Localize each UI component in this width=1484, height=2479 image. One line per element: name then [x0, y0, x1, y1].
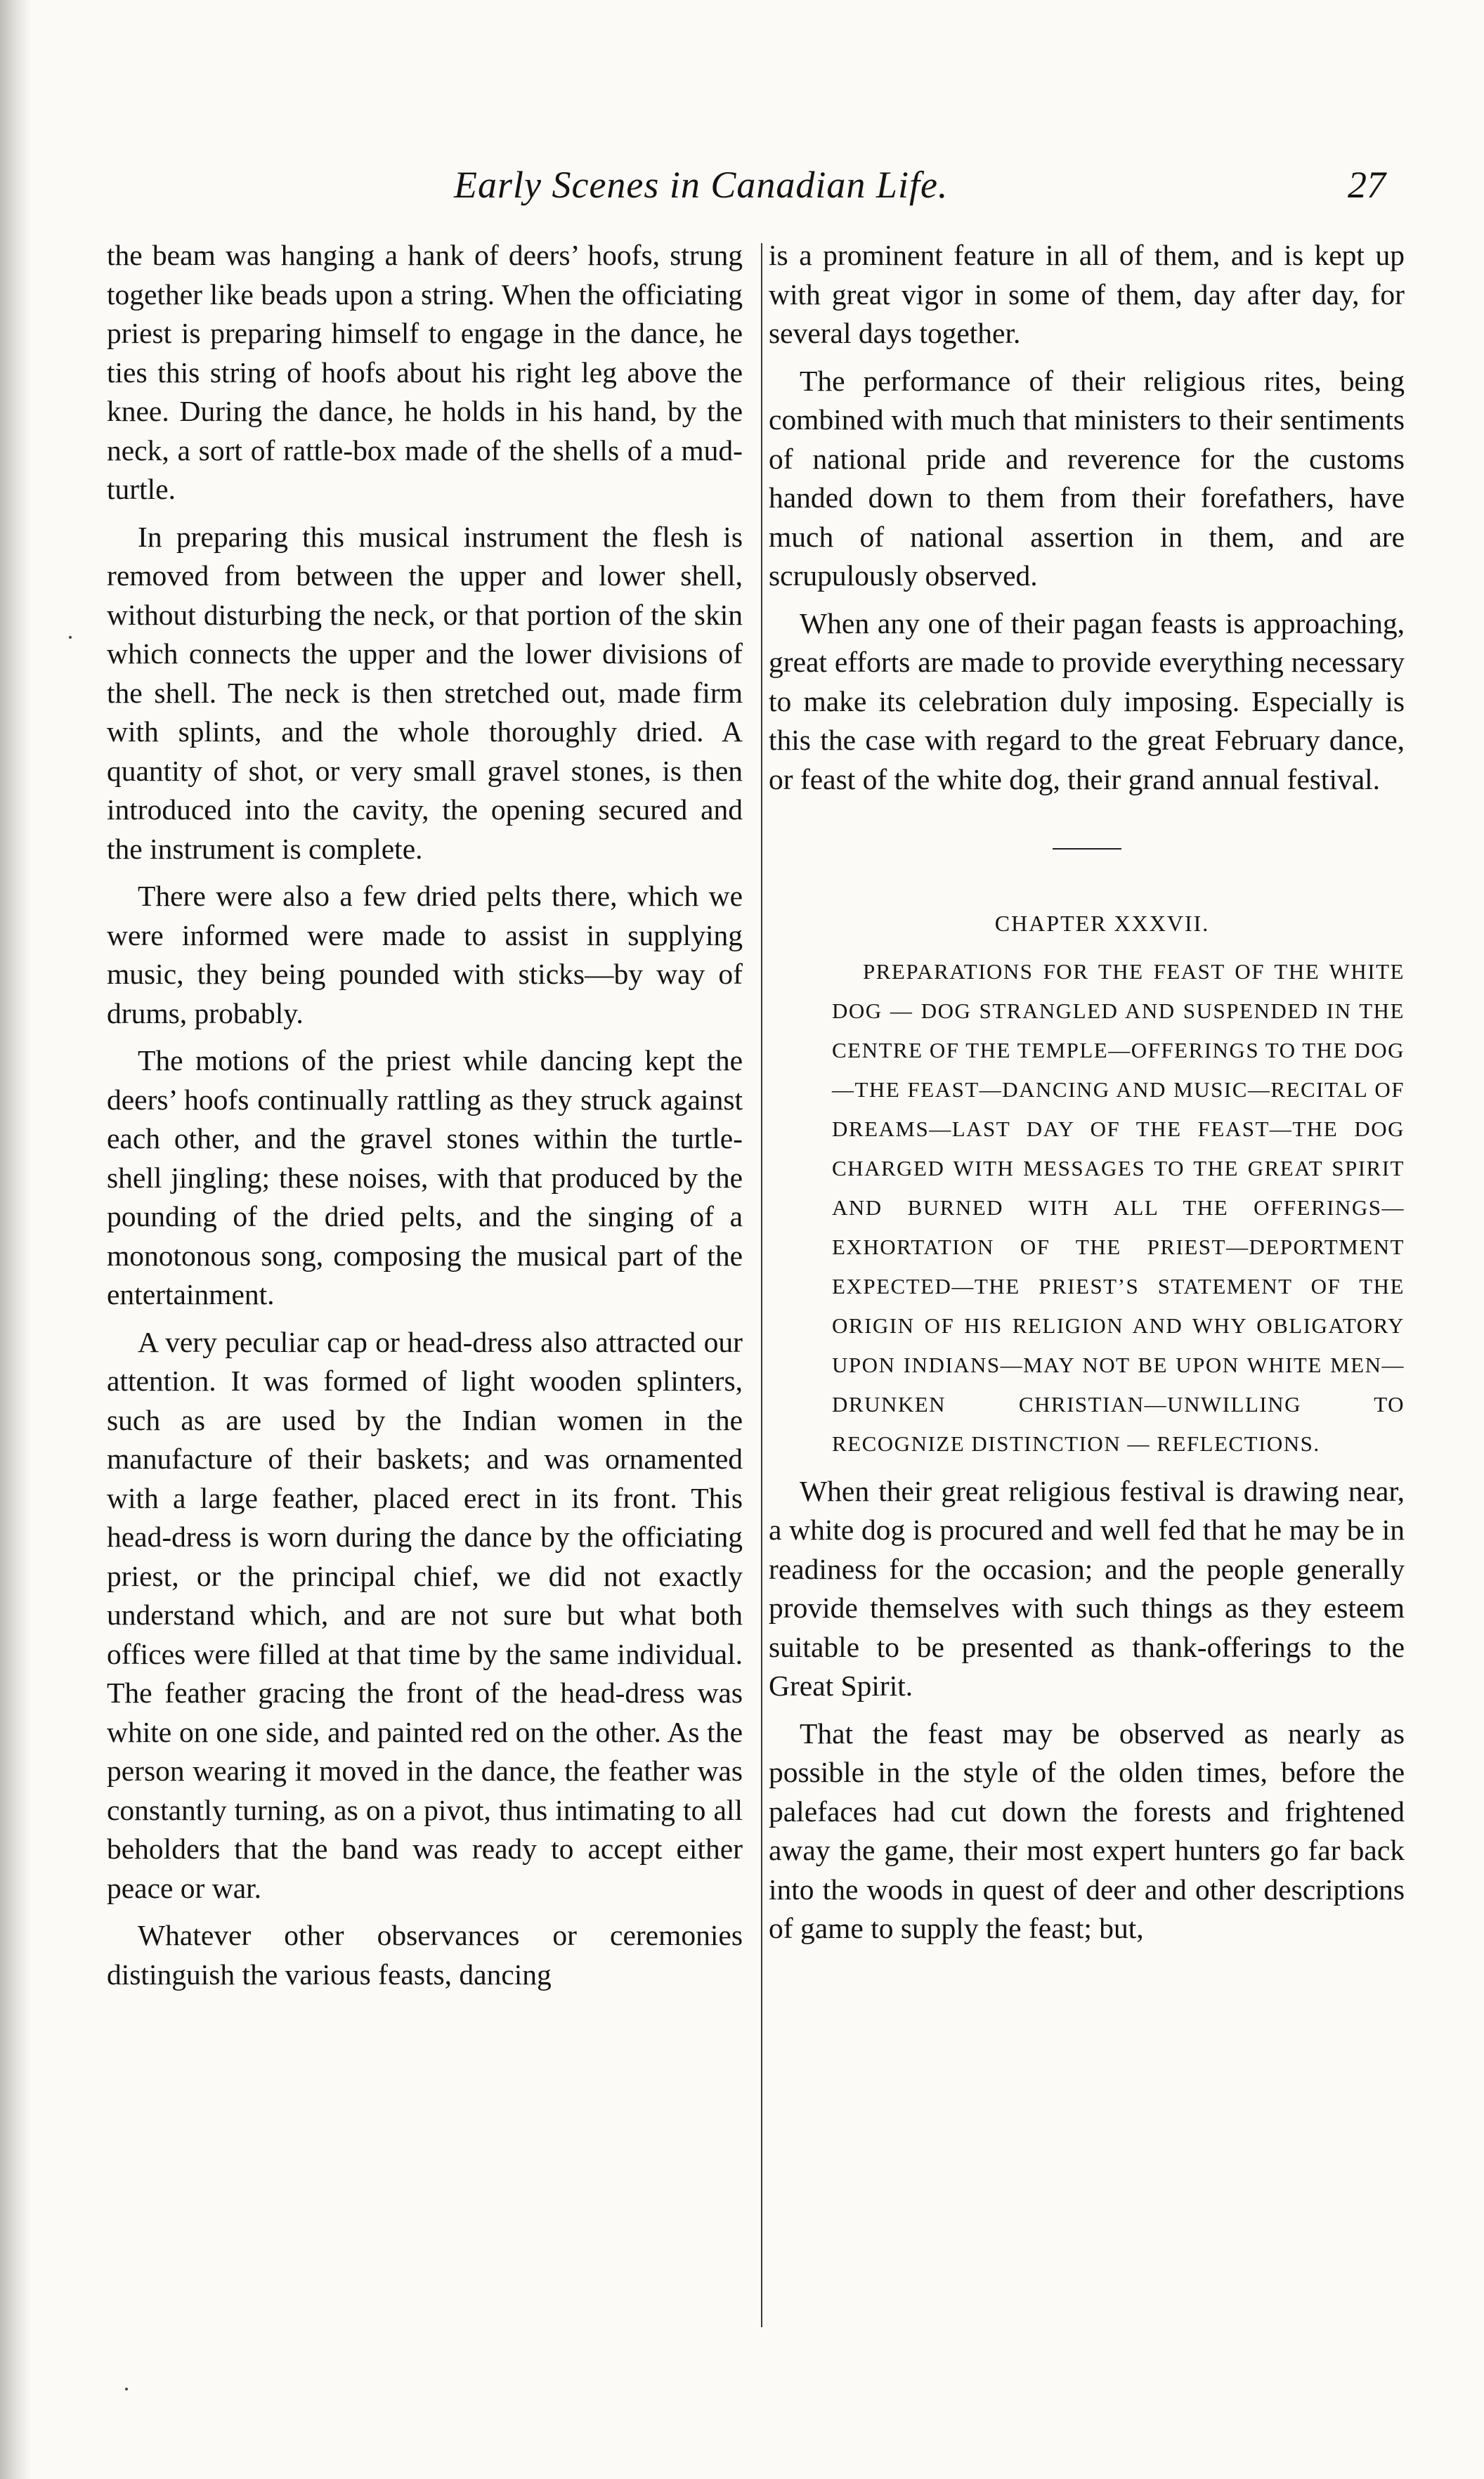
paragraph: Whatever other observances or ceremonies distinguish the various feasts, dancing [107, 1919, 743, 1991]
chapter-synopsis: PREPARATIONS FOR THE FEAST OF THE WHITE DOG — DOG STRANGLED AND SUSPENDED IN THE CENTRE OF THE TEMPLE—OFFERINGS TO THE DOG—THE FEAST—DANCING AND MUSIC—RECITAL OF DREAMS—LAST DAY OF THE FEAST—THE DOG CHARGED WITH MESSAGES TO THE GREAT SPIRIT AND BURNED WITH ALL THE OFFERINGS—EXHORTATION OF THE PRIEST—DEPORTMENT EXPECTED—THE PRIEST’S STATEMENT OF THE ORIGIN OF HIS RELIGION AND WHY OBLIGATORY UPON INDIANS—MAY NOT BE UPON WHITE MEN—DRUNKEN CHRISTIAN—UNWILLING TO RECOGNIZE DISTINCTION — REFLECTIONS. [832, 958, 1405, 1456]
column-divider [761, 243, 762, 2327]
paragraph: When any one of their pagan feasts is approaching, great efforts are made to provide everything necessary to make its celebration duly imposing. Especially is this the case with regard to the great February dance, or feast of the white dog, their grand annual festival. [769, 606, 1405, 795]
section-separator-rule [1053, 848, 1121, 850]
paragraph: is a prominent feature in all of them, and is kept up with great vigor in some of them, day after day, for several days together. [769, 239, 1405, 349]
paragraph: The motions of the priest while dancing kept the deers’ hoofs continually rattling as they struck against each other, and the gravel stones within the turtle-shell jingling; these noises, with that produced by the pounding of the dried pelts, and the singing of a monotonous song, composing the musical part of the entertainment. [107, 1044, 743, 1310]
left-column [107, 236, 743, 2003]
print-speck [69, 636, 72, 639]
right-column [769, 236, 1405, 1957]
print-speck [125, 2388, 128, 2390]
paragraph: There were also a few dried pelts there, which we were informed were made to assist in supplying music, they being pounded with sticks—by way of drums, probably. [107, 880, 743, 1029]
paragraph: The performance of their religious rites, being combined with much that ministers to their sentiments of national pride and reverence for the customs handed down to them from their forefathers, have much of national assertion in them, and are scrupulously observed. [769, 364, 1405, 592]
chapter-heading: CHAPTER XXXVII. [994, 911, 1210, 936]
paragraph: A very peculiar cap or head-dress also attracted our attention. It was formed of light wooden splinters, such as are used by the Indian women in the manufacture of their baskets; and was ornamented with a large feather, placed erect in its front. This head-dress is worn during the dance by the officiating priest, or the principal chief, we did not exactly understand which, and are not sure but what both offices were filled at that time by the same individual. The feather gracing the front of the head-dress was white on one side, and painted red on the other. As the person wearing it moved in the dance, the feather was constantly turning, as on a pivot, thus intimating to all beholders that the band was ready to accept either peace or war. [107, 1325, 743, 1904]
paragraph: That the feast may be observed as nearly as possible in the style of the olden times, before the palefaces had cut down the forests and frightened away the game, their most expert hunters go far back into the woods in quest of deer and other descriptions of game to supply the feast; but, [769, 1717, 1405, 1944]
page-number: 27 [1348, 164, 1386, 206]
running-title: Early Scenes in Canadian Life. [454, 164, 949, 206]
page-edge-shadow [0, 0, 31, 2479]
paragraph: In preparing this musical instrument the flesh is removed from between the upper and lower shell, without disturbing the neck, or that portion of the skin which connects the upper and the lower divisions of the shell. The neck is then stretched out, made firm with splints, and the whole thoroughly dried. A quantity of shot, or very small gravel stones, is then introduced into the cavity, the opening secured and the instrument is complete. [107, 520, 743, 865]
paragraph: When their great religious festival is drawing near, a white dog is procured and well fed that he may be in readiness for the occasion; and the people generally provide themselves with such things as they esteem suitable to be presented as thank-offerings to the Great Spirit. [769, 1474, 1405, 1702]
paragraph: the beam was hanging a hank of deers’ hoofs, strung together like beads upon a string. When the officiating priest is preparing himself to engage in the dance, he ties this string of hoofs about his right leg above the knee. During the dance, he holds in his hand, by the neck, a sort of rattle-box made of the shells of a mud-turtle. [107, 239, 743, 505]
running-head [0, 163, 1484, 212]
